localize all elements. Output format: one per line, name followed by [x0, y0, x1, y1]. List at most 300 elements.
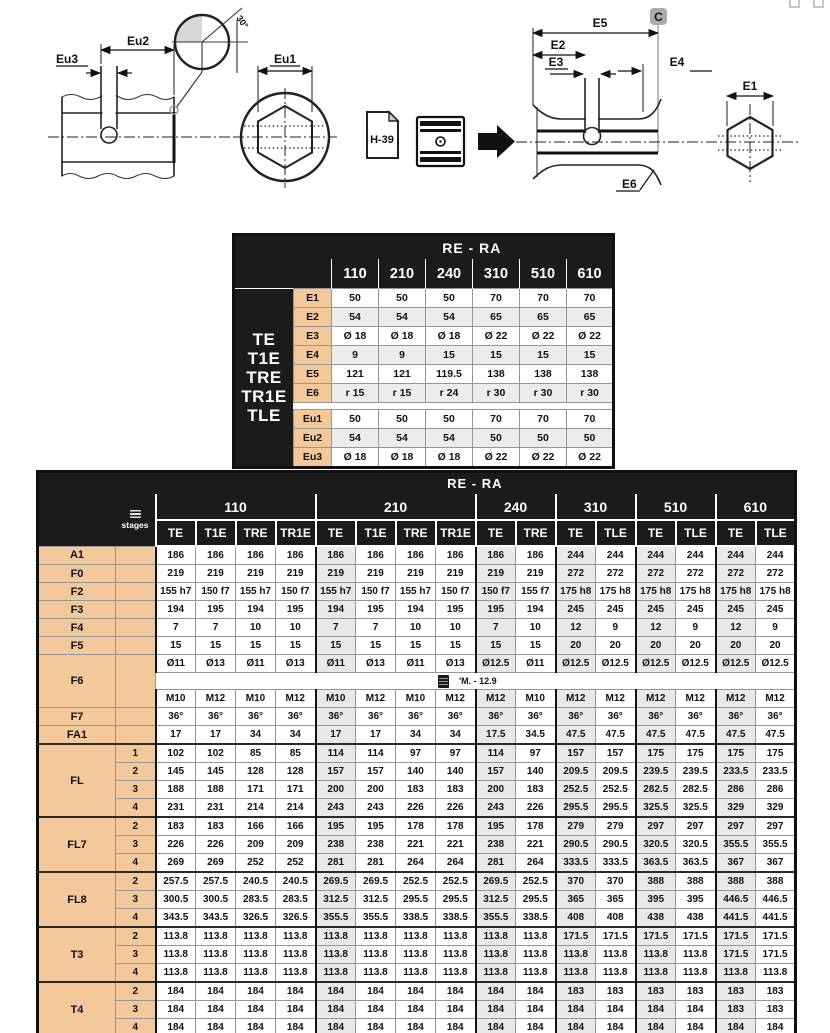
data-cell: 113.8 — [236, 946, 276, 964]
data-cell: 10 — [396, 619, 436, 637]
data-cell: 36° — [436, 708, 476, 726]
data-cell: 36° — [676, 708, 716, 726]
data-cell: 36° — [396, 708, 436, 726]
data-cell: 113.8 — [356, 927, 396, 946]
data-cell: 121 — [379, 365, 426, 384]
data-cell: Ø12.5 — [636, 655, 676, 673]
data-cell: 184 — [476, 1001, 516, 1019]
data-cell: 245 — [636, 601, 676, 619]
data-cell: 12 — [556, 619, 596, 637]
data-cell: 34 — [236, 726, 276, 745]
data-cell: 252.5 — [516, 872, 556, 891]
stage-cell: 2 — [116, 763, 156, 781]
data-cell: 70 — [567, 410, 614, 429]
group-header: 110 — [156, 494, 316, 520]
row-label: FA1 — [38, 726, 116, 745]
data-cell: 175 h8 — [756, 583, 796, 601]
data-cell: 184 — [756, 1019, 796, 1033]
data-cell: 85 — [276, 744, 316, 763]
data-cell: 295.5 — [556, 799, 596, 818]
data-cell: 47.5 — [556, 726, 596, 745]
data-cell: 219 — [236, 565, 276, 583]
data-cell: r 30 — [520, 384, 567, 403]
data-cell: 114 — [476, 744, 516, 763]
data-cell: Ø12.5 — [756, 655, 796, 673]
data-cell: 243 — [316, 799, 356, 818]
data-cell: 438 — [676, 909, 716, 928]
data-cell: 113.8 — [716, 964, 756, 983]
data-cell: 272 — [676, 565, 716, 583]
data-cell: 54 — [426, 308, 473, 327]
stage-cell — [116, 655, 156, 708]
type-column-header: TLE — [756, 520, 796, 546]
data-cell: 113.8 — [196, 964, 236, 983]
data-cell: 155 h7 — [156, 583, 196, 601]
data-cell: 36° — [196, 708, 236, 726]
data-cell: 269.5 — [316, 872, 356, 891]
data-cell: 184 — [316, 1019, 356, 1033]
data-cell: 20 — [676, 637, 716, 655]
data-cell: 264 — [436, 854, 476, 873]
data-cell: 7 — [356, 619, 396, 637]
data-cell: M12 — [436, 690, 476, 708]
data-cell: 184 — [236, 982, 276, 1001]
data-cell: 343.5 — [196, 909, 236, 928]
data-cell: 184 — [276, 1001, 316, 1019]
data-cell: 283.5 — [236, 891, 276, 909]
data-cell: 184 — [556, 1001, 596, 1019]
row-label: FL7 — [38, 817, 116, 872]
data-cell: 140 — [436, 763, 476, 781]
dim-label-e3: E3 — [548, 55, 564, 69]
data-cell: 54 — [379, 308, 426, 327]
data-cell: 219 — [276, 565, 316, 583]
data-cell: 36° — [596, 708, 636, 726]
data-cell: r 15 — [379, 384, 426, 403]
data-cell: 175 h8 — [676, 583, 716, 601]
data-cell: 184 — [476, 982, 516, 1001]
row-label: Eu2 — [294, 429, 332, 448]
data-cell: 338.5 — [396, 909, 436, 928]
data-cell: 209.5 — [556, 763, 596, 781]
data-cell: 85 — [236, 744, 276, 763]
data-cell: 178 — [436, 817, 476, 836]
data-cell: 441.5 — [756, 909, 796, 928]
data-cell: 171.5 — [716, 946, 756, 964]
data-cell: 184 — [196, 982, 236, 1001]
data-cell: 113.8 — [396, 927, 436, 946]
type-column-header: TE — [556, 520, 596, 546]
data-cell: Ø12.5 — [476, 655, 516, 673]
data-cell: 138 — [520, 365, 567, 384]
stage-cell: 4 — [116, 1019, 156, 1033]
data-cell: 113.8 — [196, 946, 236, 964]
data-cell: 157 — [316, 763, 356, 781]
stage-cell: 3 — [116, 781, 156, 799]
data-cell: 272 — [716, 565, 756, 583]
data-cell: 239.5 — [676, 763, 716, 781]
data-cell: 195 — [356, 817, 396, 836]
data-cell: 188 — [196, 781, 236, 799]
data-cell: 186 — [196, 546, 236, 565]
data-cell: 183 — [716, 982, 756, 1001]
data-cell: 50 — [473, 429, 520, 448]
data-cell: 9 — [596, 619, 636, 637]
size-column-header: 610 — [567, 259, 614, 289]
data-cell: 195 — [276, 601, 316, 619]
data-cell: 175 h8 — [556, 583, 596, 601]
type-column-header: T1E — [356, 520, 396, 546]
data-cell: Ø12.5 — [716, 655, 756, 673]
dim-label-e2: E2 — [550, 38, 566, 52]
stage-cell: 2 — [116, 927, 156, 946]
data-cell: 184 — [476, 1019, 516, 1033]
hex-end-view-e1 — [718, 79, 782, 182]
data-cell: 54 — [332, 429, 379, 448]
data-cell: 97 — [436, 744, 476, 763]
data-cell: 184 — [436, 1001, 476, 1019]
data-cell: 184 — [636, 1001, 676, 1019]
data-cell: 184 — [196, 1001, 236, 1019]
group-header: 310 — [556, 494, 636, 520]
data-cell: 238 — [356, 836, 396, 854]
row-label: E2 — [294, 308, 332, 327]
series-labels — [234, 289, 294, 468]
data-cell: 186 — [436, 546, 476, 565]
data-cell: 166 — [236, 817, 276, 836]
data-cell: 297 — [756, 817, 796, 836]
data-cell: 183 — [436, 781, 476, 799]
data-cell: 186 — [316, 546, 356, 565]
size-column-header: 240 — [426, 259, 473, 289]
data-cell: 320.5 — [636, 836, 676, 854]
data-cell: 17 — [156, 726, 196, 745]
row-label: Eu3 — [294, 448, 332, 468]
type-column-header: TRE — [516, 520, 556, 546]
data-cell: 113.8 — [196, 927, 236, 946]
data-cell: 272 — [756, 565, 796, 583]
data-cell: 70 — [520, 289, 567, 308]
coupling-icon — [417, 117, 464, 166]
data-cell: 175 h8 — [636, 583, 676, 601]
data-cell: 325.5 — [636, 799, 676, 818]
data-cell: 183 — [636, 982, 676, 1001]
data-cell: 221 — [436, 836, 476, 854]
data-cell: 113.8 — [556, 964, 596, 983]
group-header: 210 — [316, 494, 476, 520]
data-cell: 264 — [396, 854, 436, 873]
data-cell: 282.5 — [676, 781, 716, 799]
data-cell: 184 — [316, 982, 356, 1001]
type-column-header: TR1E — [276, 520, 316, 546]
type-column-header: TE — [316, 520, 356, 546]
data-cell: 9 — [676, 619, 716, 637]
data-cell: 388 — [636, 872, 676, 891]
data-cell: 184 — [636, 1019, 676, 1033]
data-cell: 36° — [316, 708, 356, 726]
data-cell: 441.5 — [716, 909, 756, 928]
data-cell: Ø 22 — [567, 448, 614, 468]
stage-cell: 4 — [116, 799, 156, 818]
data-cell: 175 — [636, 744, 676, 763]
data-cell: 281 — [316, 854, 356, 873]
data-cell: 20 — [756, 637, 796, 655]
data-cell: 279 — [556, 817, 596, 836]
data-cell: 7 — [316, 619, 356, 637]
data-cell: 438 — [636, 909, 676, 928]
data-cell: 194 — [516, 601, 556, 619]
row-label: FL — [38, 744, 116, 817]
data-cell: 338.5 — [516, 909, 556, 928]
data-cell: 138 — [567, 365, 614, 384]
group-header: 610 — [716, 494, 796, 520]
f6-note-band — [156, 673, 796, 690]
data-cell: 47.5 — [716, 726, 756, 745]
data-cell: 10 — [436, 619, 476, 637]
data-cell: 140 — [516, 763, 556, 781]
data-cell: M12 — [356, 690, 396, 708]
data-cell: 245 — [556, 601, 596, 619]
data-cell: 355.5 — [476, 909, 516, 928]
data-cell: 157 — [476, 763, 516, 781]
data-cell: 50 — [567, 429, 614, 448]
data-cell: 150 f7 — [196, 583, 236, 601]
type-column-header: TRE — [236, 520, 276, 546]
data-cell: 209.5 — [596, 763, 636, 781]
dim-label-eu1: Eu1 — [273, 52, 297, 66]
data-cell: 183 — [196, 817, 236, 836]
dim-label-eu3: Eu3 — [56, 52, 79, 66]
data-cell: 113.8 — [636, 946, 676, 964]
data-cell: 34.5 — [516, 726, 556, 745]
data-cell: 195 — [476, 601, 516, 619]
row-label: E6 — [294, 384, 332, 403]
data-cell: 171.5 — [636, 927, 676, 946]
data-cell: 50 — [426, 410, 473, 429]
size-column-header: 210 — [379, 259, 426, 289]
h39-page-icon — [367, 112, 398, 158]
data-cell: 113.8 — [556, 946, 596, 964]
data-cell: 113.8 — [476, 927, 516, 946]
data-cell: 175 — [716, 744, 756, 763]
size-column-header: 110 — [332, 259, 379, 289]
data-cell: 113.8 — [276, 946, 316, 964]
data-cell: Ø 22 — [520, 448, 567, 468]
data-cell: 113.8 — [156, 946, 196, 964]
data-cell: 272 — [556, 565, 596, 583]
data-cell: 184 — [236, 1019, 276, 1033]
data-cell: 150 f7 — [476, 583, 516, 601]
data-cell: 226 — [436, 799, 476, 818]
data-cell: 113.8 — [756, 964, 796, 983]
data-cell: 184 — [396, 982, 436, 1001]
screw-icon — [438, 675, 449, 688]
data-cell: 200 — [476, 781, 516, 799]
size-column-header: 510 — [520, 259, 567, 289]
stage-cell — [116, 708, 156, 726]
data-cell: 239.5 — [636, 763, 676, 781]
data-cell: 70 — [473, 410, 520, 429]
group-header: 510 — [636, 494, 716, 520]
data-cell: Ø12.5 — [596, 655, 636, 673]
data-cell: 184 — [356, 1019, 396, 1033]
data-cell: Ø 18 — [332, 327, 379, 346]
data-cell: 171.5 — [756, 927, 796, 946]
series-label: T1E — [247, 348, 281, 368]
data-cell: 355.5 — [316, 909, 356, 928]
data-cell: 20 — [556, 637, 596, 655]
data-cell: 408 — [556, 909, 596, 928]
data-cell: 183 — [556, 982, 596, 1001]
data-cell: 355.5 — [716, 836, 756, 854]
stages-icon — [130, 510, 141, 518]
data-cell: 184 — [316, 1001, 356, 1019]
data-cell: 269.5 — [356, 872, 396, 891]
data-cell: 54 — [426, 429, 473, 448]
type-column-header: T1E — [196, 520, 236, 546]
data-cell: 186 — [156, 546, 196, 565]
data-cell: 113.8 — [516, 946, 556, 964]
data-cell: 36° — [716, 708, 756, 726]
series-label: TE — [252, 329, 276, 349]
data-cell: 214 — [276, 799, 316, 818]
data-cell: 150 f7 — [276, 583, 316, 601]
data-cell: M10 — [236, 690, 276, 708]
data-cell: 195 — [476, 817, 516, 836]
data-cell: 114 — [356, 744, 396, 763]
data-cell: 113.8 — [156, 964, 196, 983]
data-cell: 367 — [716, 854, 756, 873]
stage-cell — [116, 726, 156, 745]
data-cell: 15 — [316, 637, 356, 655]
data-cell: 128 — [276, 763, 316, 781]
row-label: F6 — [38, 655, 116, 708]
stage-cell: 3 — [116, 836, 156, 854]
data-cell: 221 — [516, 836, 556, 854]
data-cell: 338.5 — [436, 909, 476, 928]
doc-ref-label: H-39 — [370, 134, 394, 146]
data-cell: 184 — [196, 1019, 236, 1033]
data-cell: 113.8 — [276, 927, 316, 946]
data-cell: 171.5 — [676, 927, 716, 946]
data-cell: 15 — [236, 637, 276, 655]
data-cell: 20 — [636, 637, 676, 655]
table-separator — [294, 403, 614, 410]
row-label: F4 — [38, 619, 116, 637]
data-cell: 113.8 — [516, 927, 556, 946]
stage-cell: 1 — [116, 744, 156, 763]
data-cell: 178 — [396, 817, 436, 836]
data-cell: 365 — [596, 891, 636, 909]
stage-cell — [116, 583, 156, 601]
data-cell: 194 — [316, 601, 356, 619]
data-cell: 15 — [426, 346, 473, 365]
data-cell: 186 — [356, 546, 396, 565]
arrow-icon — [478, 125, 515, 158]
data-cell: 388 — [756, 872, 796, 891]
data-cell: 195 — [436, 601, 476, 619]
data-cell: 10 — [276, 619, 316, 637]
data-cell: 269 — [156, 854, 196, 873]
data-cell: 34 — [396, 726, 436, 745]
data-cell: 355.5 — [356, 909, 396, 928]
data-cell: 297 — [676, 817, 716, 836]
data-cell: 113.8 — [316, 964, 356, 983]
data-cell: 113.8 — [676, 946, 716, 964]
data-cell: 186 — [236, 546, 276, 565]
data-cell: Ø11 — [396, 655, 436, 673]
data-cell: 171.5 — [756, 946, 796, 964]
data-cell: 175 — [756, 744, 796, 763]
data-cell: 183 — [676, 982, 716, 1001]
data-cell: 140 — [396, 763, 436, 781]
data-cell: 329 — [756, 799, 796, 818]
data-cell: 194 — [156, 601, 196, 619]
stage-cell — [116, 565, 156, 583]
data-cell: 102 — [196, 744, 236, 763]
data-cell: 219 — [316, 565, 356, 583]
data-cell: 395 — [636, 891, 676, 909]
data-cell: 286 — [756, 781, 796, 799]
data-cell: 47.5 — [756, 726, 796, 745]
data-cell: 446.5 — [716, 891, 756, 909]
data-cell: 9 — [379, 346, 426, 365]
data-cell: 233.5 — [716, 763, 756, 781]
data-cell: 184 — [516, 982, 556, 1001]
data-cell: 54 — [332, 308, 379, 327]
data-cell: 219 — [516, 565, 556, 583]
row-label: F5 — [38, 637, 116, 655]
data-cell: 102 — [156, 744, 196, 763]
data-cell: 281 — [476, 854, 516, 873]
data-cell: 36° — [236, 708, 276, 726]
data-cell: 363.5 — [676, 854, 716, 873]
data-cell: 195 — [316, 817, 356, 836]
dim-label-e6: E6 — [622, 177, 637, 191]
data-cell: 113.8 — [636, 964, 676, 983]
f6-note-text: 'M. - 12.9 — [459, 675, 497, 686]
data-cell: Ø 18 — [332, 448, 379, 468]
data-cell: 240.5 — [236, 872, 276, 891]
data-cell: M12 — [716, 690, 756, 708]
data-cell: 171 — [236, 781, 276, 799]
stage-cell: 4 — [116, 964, 156, 983]
stage-cell: 3 — [116, 946, 156, 964]
data-cell: Ø 18 — [379, 448, 426, 468]
data-cell: 50 — [426, 289, 473, 308]
data-cell: 283.5 — [276, 891, 316, 909]
data-cell: 15 — [567, 346, 614, 365]
data-cell: 200 — [356, 781, 396, 799]
data-cell: 20 — [716, 637, 756, 655]
data-cell: 186 — [476, 546, 516, 565]
data-cell: 184 — [156, 1001, 196, 1019]
data-cell: 244 — [596, 546, 636, 565]
data-cell: 113.8 — [476, 946, 516, 964]
data-cell: 272 — [636, 565, 676, 583]
data-cell: 355.5 — [756, 836, 796, 854]
data-cell: 219 — [196, 565, 236, 583]
group-header: 240 — [476, 494, 556, 520]
data-cell: Ø13 — [196, 655, 236, 673]
data-cell: M12 — [556, 690, 596, 708]
data-cell: M10 — [516, 690, 556, 708]
data-cell: 50 — [332, 410, 379, 429]
data-cell: 219 — [356, 565, 396, 583]
data-cell: 367 — [756, 854, 796, 873]
data-cell: 219 — [476, 565, 516, 583]
data-cell: M12 — [756, 690, 796, 708]
